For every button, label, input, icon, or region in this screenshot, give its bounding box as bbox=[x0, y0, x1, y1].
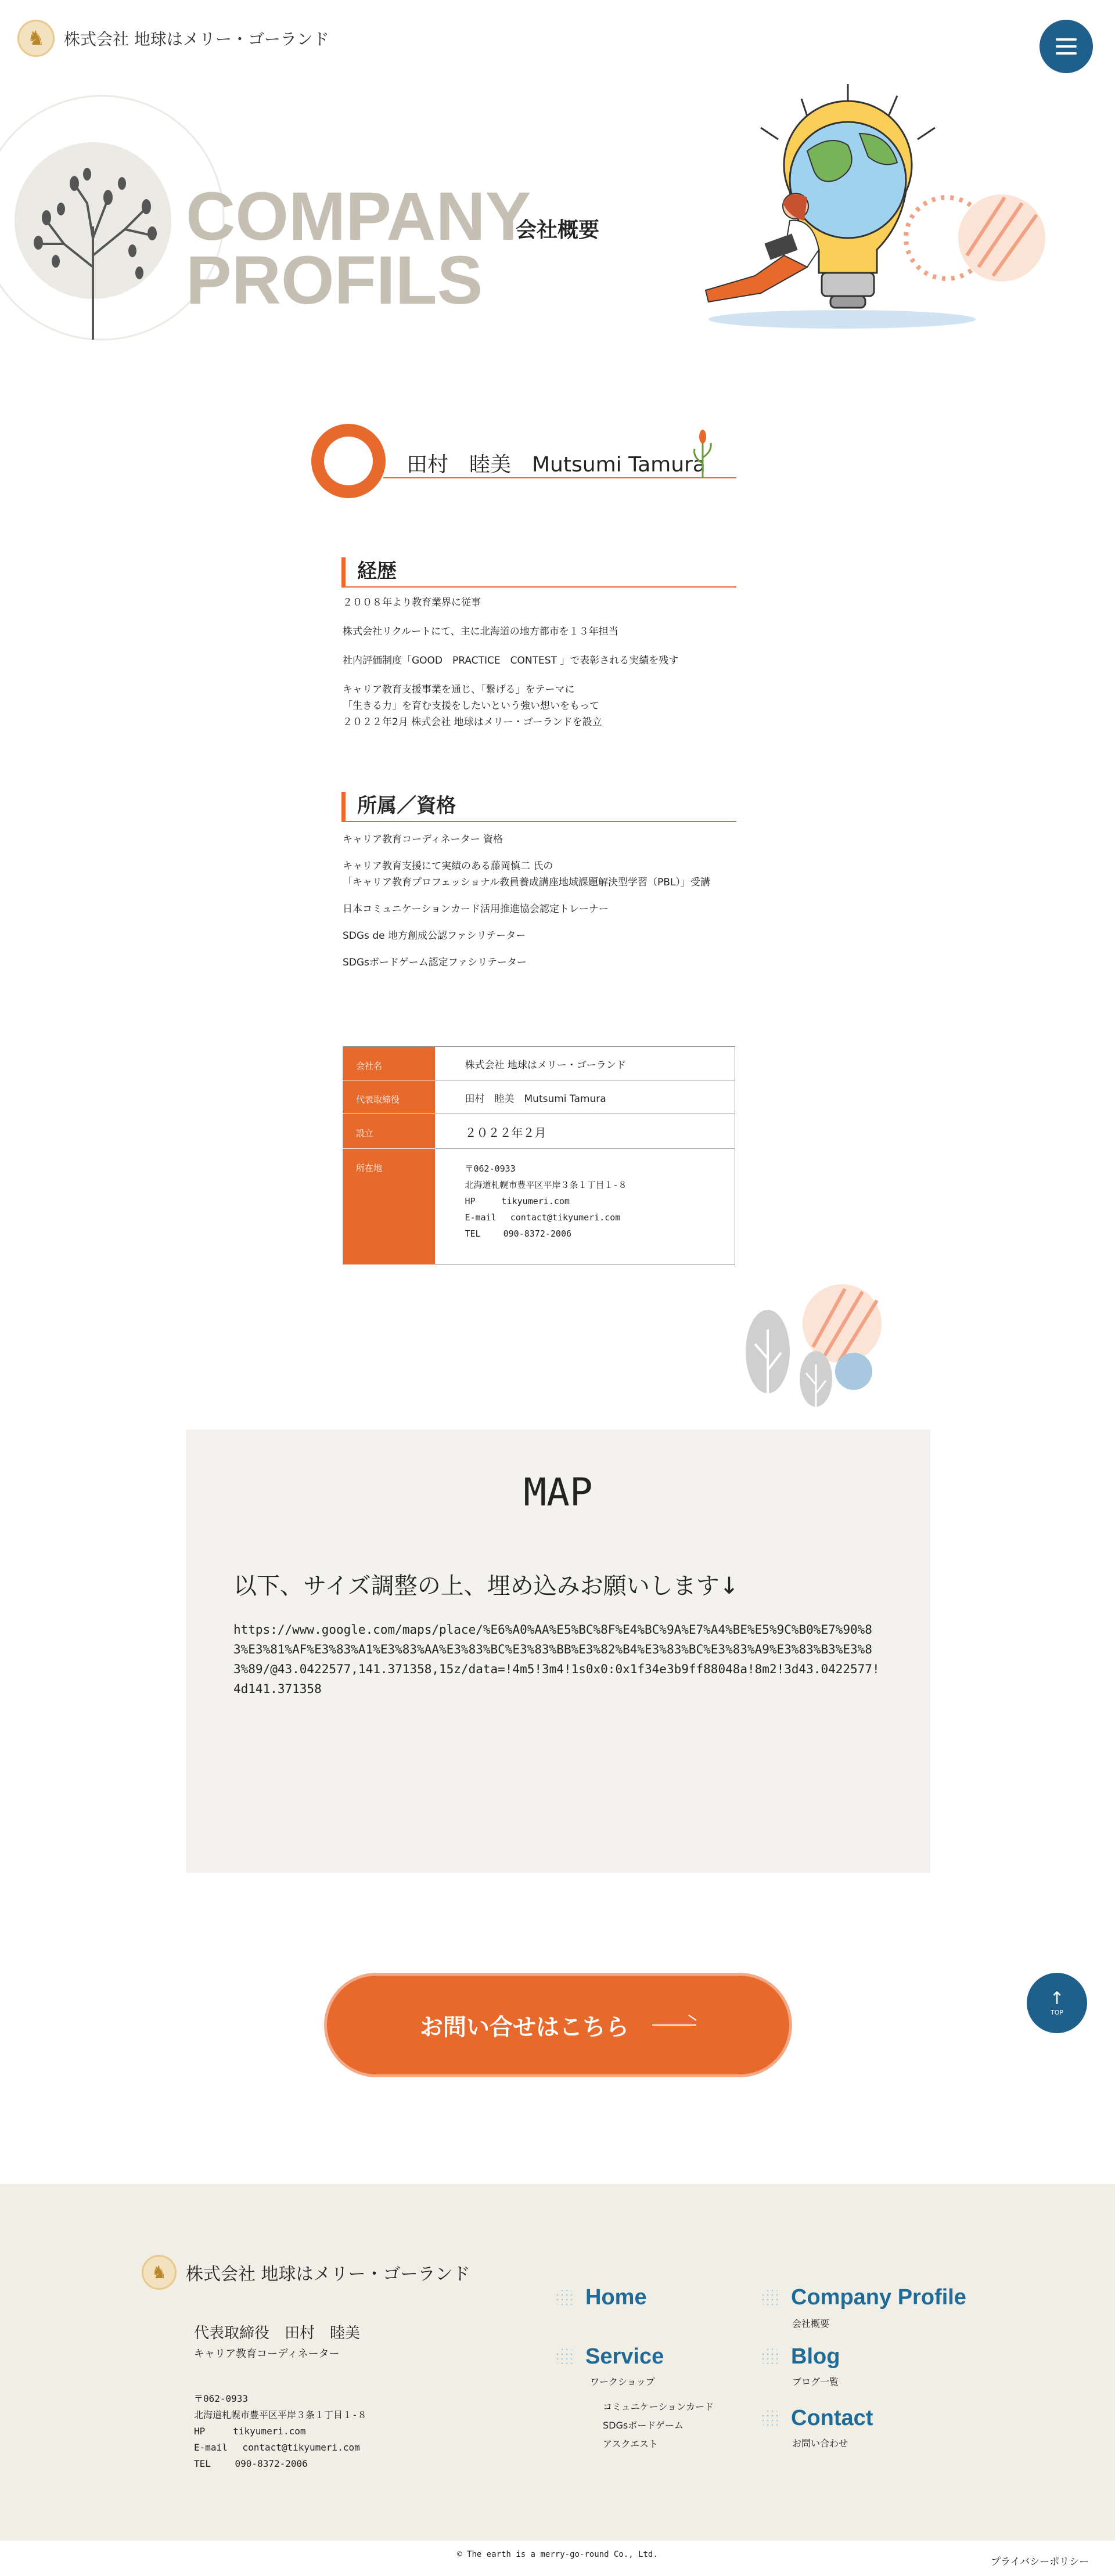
nav-label: Contact bbox=[791, 2406, 873, 2430]
footer-nav-contact[interactable] bbox=[761, 2406, 873, 2431]
menu-bar-icon bbox=[1056, 38, 1077, 41]
table-label: 会社名 bbox=[343, 1047, 435, 1080]
table-value: 〒062-0933 北海道札幌市豊平区平岸３条１丁目１-８ HP tikyumeri.com E-mail contact@tikyumeri.com TEL 090-8372-2006 bbox=[435, 1149, 735, 1265]
carousel-horse-logo-icon: ♞ bbox=[17, 20, 55, 57]
trees-illustration bbox=[738, 1283, 889, 1422]
service-sub-links[interactable]: コミュニケーションカード SDGsボードゲーム アスクエスト bbox=[603, 2401, 714, 2449]
hamburger-menu-button[interactable] bbox=[1040, 20, 1093, 73]
affiliation-item: SDGs de 地方創成公認ファシリテーター bbox=[343, 930, 526, 942]
affiliation-list bbox=[343, 831, 738, 971]
career-item: ２００８年より教育業界に従事 bbox=[343, 597, 481, 608]
table-row bbox=[343, 1114, 735, 1149]
table-label: 所在地 bbox=[343, 1149, 435, 1265]
dot-bullet-icon bbox=[555, 2288, 575, 2308]
footer-nav-home[interactable] bbox=[555, 2285, 647, 2310]
affiliation-item: 日本コミュニケーションカード活用推進協会認定トレーナー bbox=[343, 903, 609, 915]
table-value: 田村 睦美 Mutsumi Tamura bbox=[435, 1080, 735, 1114]
company-info-table bbox=[343, 1046, 735, 1265]
map-url-text: https://www.google.com/maps/place/%E6%A0%AA%E5%BC%8F%E4%BC%9A%E7%A4%BE%E5%9C%B0%E7%90%83%E3%81%AF%E3%83%A1%E3%83%AA%E3%83%BC%E3%83%BB%E3%82%B4%E3%83%BC%E3%83%A9%E3%83%B3%E3%83%89/@43.0422577,141.371358,15z/data=!4m5!3m4!1s0x0:0x1f34e3b9ff88048a!8m2!3d43.0422577!4d141.371358 bbox=[233, 1623, 880, 1696]
footer-nav-service[interactable] bbox=[555, 2344, 664, 2369]
table-row bbox=[343, 1149, 735, 1265]
name-ring-decoration bbox=[311, 424, 386, 498]
table-label: 設立 bbox=[343, 1114, 435, 1149]
page-title bbox=[186, 178, 531, 319]
nav-label: Home bbox=[585, 2285, 647, 2310]
menu-bar-icon bbox=[1056, 52, 1077, 55]
affiliation-item: キャリア教育支援にて実績のある藤岡慎二 氏の 「キャリア教育プロフェッショナル教員養成講座地域課題解決型学習（PBL）」受講 bbox=[343, 860, 710, 888]
nav-label: Blog bbox=[791, 2344, 840, 2369]
map-note: 以下、サイズ調整の上、埋め込みお願いします↓ bbox=[233, 1573, 739, 1599]
map-title: MAP bbox=[523, 1470, 593, 1515]
arrow-right-icon bbox=[652, 2024, 696, 2026]
title-line-2: PROFILS bbox=[186, 242, 483, 319]
career-item: 社内評価制度「GOOD PRACTICE CONTEST 」で表彰される実績を残す bbox=[343, 655, 679, 666]
table-row bbox=[343, 1080, 735, 1114]
page-subtitle: 会社概要 bbox=[516, 218, 600, 242]
nav-label: Service bbox=[585, 2344, 664, 2369]
footer-logo-text: 株式会社 地球はメリー・ゴーランド bbox=[186, 2264, 470, 2285]
lightbulb-globe-illustration bbox=[674, 81, 1057, 337]
menu-bar-icon bbox=[1056, 45, 1077, 48]
nav-sub-label[interactable]: お問い合わせ bbox=[792, 2438, 848, 2449]
table-value: 株式会社 地球はメリー・ゴーランド bbox=[435, 1047, 735, 1080]
carousel-horse-logo-icon: ♞ bbox=[142, 2255, 177, 2290]
table-row bbox=[343, 1047, 735, 1080]
affiliation-item: キャリア教育コーディネーター 資格 bbox=[343, 834, 503, 845]
nav-sub-label[interactable]: ブログ一覧 bbox=[792, 2376, 839, 2387]
footer-nav-blog[interactable] bbox=[761, 2344, 840, 2369]
logo-text: 株式会社 地球はメリー・ゴーランド bbox=[64, 30, 329, 49]
contact-button-label: お問い合せはこちら bbox=[420, 2013, 629, 2041]
nav-sub-label[interactable]: ワークショップ bbox=[590, 2376, 655, 2387]
nav-label: Company Profile bbox=[791, 2285, 966, 2310]
contact-button[interactable] bbox=[324, 1973, 792, 2077]
affiliation-item: SDGsボードゲーム認定ファシリテーター bbox=[343, 957, 527, 968]
dot-bullet-icon bbox=[555, 2347, 575, 2367]
dot-bullet-icon bbox=[761, 2347, 780, 2367]
copyright-text: © The earth is a merry-go-round Co., Ltd. bbox=[457, 2550, 658, 2559]
arrow-up-icon: ↑ bbox=[1049, 1988, 1064, 2009]
privacy-policy-link[interactable]: プライバシーポリシー bbox=[991, 2556, 1089, 2568]
site-logo[interactable] bbox=[17, 20, 329, 57]
table-label: 代表取締役 bbox=[343, 1080, 435, 1114]
table-value: ２０２２年２月 bbox=[435, 1114, 735, 1149]
footer-role: キャリア教育コーディネーター bbox=[194, 2348, 340, 2360]
career-list bbox=[343, 595, 738, 730]
title-line-1: COMPANY bbox=[186, 178, 531, 255]
dot-bullet-icon bbox=[761, 2409, 780, 2429]
footer-logo[interactable] bbox=[142, 2255, 470, 2290]
sprout-icon bbox=[690, 428, 715, 478]
footer-address: 〒062-0933 北海道札幌市豊平区平岸３条１丁目１-８ HP tikyumeri.com E-mail contact@tikyumeri.com TEL 090-8372-2006 bbox=[194, 2393, 367, 2469]
footer-nav-company-profile[interactable] bbox=[761, 2285, 966, 2310]
nav-sub-label[interactable]: 会社概要 bbox=[792, 2318, 830, 2329]
affiliation-heading: 所属／資格 bbox=[341, 792, 736, 822]
career-item: キャリア教育支援事業を通じ、「繋げる」をテーマに 「生きる力」を育む支援をしたいという強い想いをもって ２０２２年2月 株式会社 地球はメリー・ゴーランドを設立 bbox=[343, 684, 602, 728]
career-item: 株式会社リクルートにて、主に北海道の地方都市を１３年担当 bbox=[343, 626, 618, 637]
back-to-top-button[interactable] bbox=[1027, 1973, 1087, 2033]
person-name: 田村 睦美 Mutsumi Tamura bbox=[407, 453, 706, 477]
top-label: TOP bbox=[1050, 2008, 1063, 2016]
dot-bullet-icon bbox=[761, 2288, 780, 2308]
career-heading: 経歴 bbox=[341, 557, 736, 588]
footer-ceo: 代表取締役 田村 睦美 bbox=[194, 2325, 361, 2342]
